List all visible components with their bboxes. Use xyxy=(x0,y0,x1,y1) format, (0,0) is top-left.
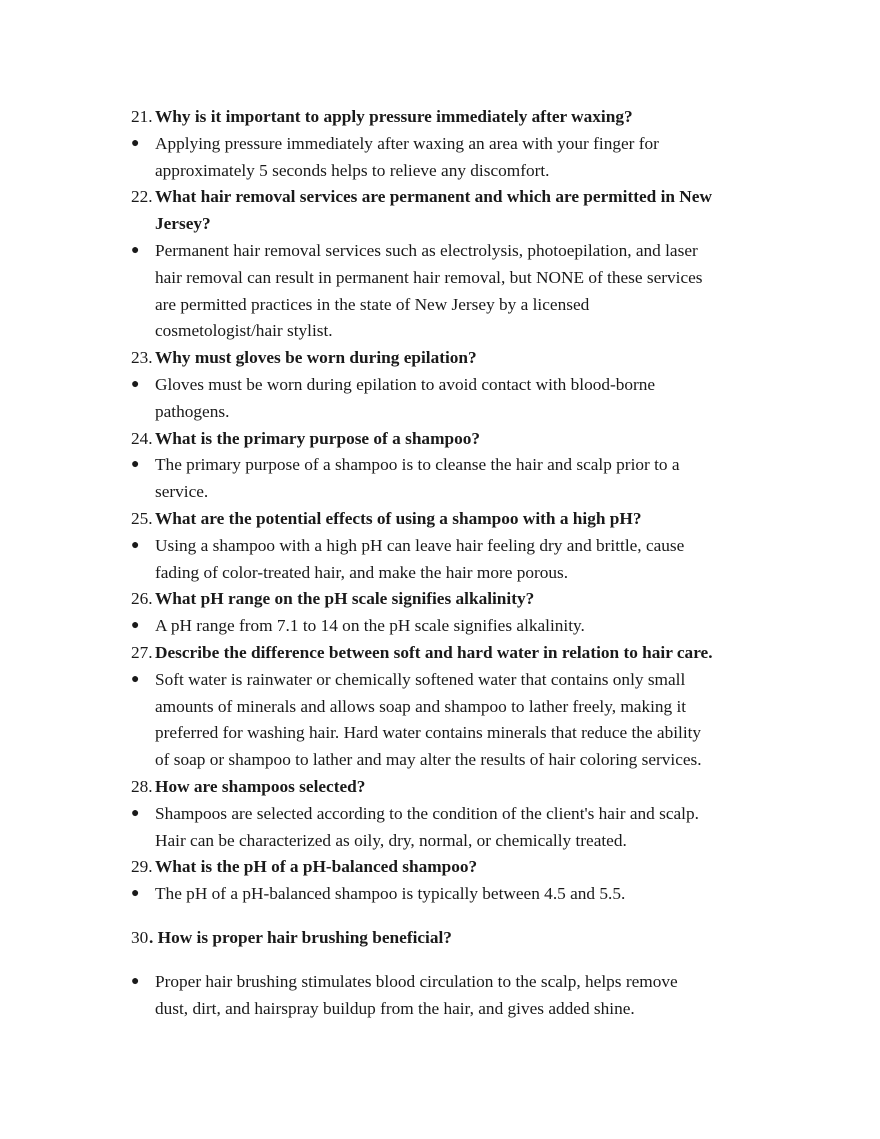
answer-text: Shampoos are selected according to the condition of the client's hair and scalp. xyxy=(155,803,699,823)
answer-line xyxy=(0,318,880,345)
question-number: 22. xyxy=(131,187,153,207)
bullet-icon: ● xyxy=(131,618,140,634)
bullet-icon: ● xyxy=(131,242,140,258)
answer-text: Applying pressure immediately after waxing an area with your finger for xyxy=(155,133,659,153)
question-number: 25. xyxy=(131,508,153,528)
answer-line xyxy=(0,694,880,721)
spacer xyxy=(0,908,880,925)
answer-text: Proper hair brushing stimulates blood circulation to the scalp, helps remove xyxy=(155,971,678,991)
question-text: Why must gloves be worn during epilation? xyxy=(155,348,477,368)
qa-item xyxy=(0,506,880,586)
question-line xyxy=(0,426,880,453)
question-line xyxy=(0,640,880,667)
answer-line xyxy=(0,399,880,426)
answer-line xyxy=(0,613,880,640)
answer-text: of soap or shampoo to lather and may alter the results of hair coloring services. xyxy=(155,750,702,770)
qa-item xyxy=(0,586,880,640)
question-line xyxy=(0,925,880,952)
answer-line xyxy=(0,828,880,855)
bullet-icon: ● xyxy=(131,537,140,553)
qa-item xyxy=(0,774,880,854)
question-line xyxy=(0,211,880,238)
answer-text: dust, dirt, and hairspray buildup from the hair, and gives added shine. xyxy=(155,998,635,1018)
question-line xyxy=(0,345,880,372)
answer-line xyxy=(0,452,880,479)
answer-line xyxy=(0,238,880,265)
answer-text: pathogens. xyxy=(155,401,230,421)
question-number: 29. xyxy=(131,857,153,877)
answer-line xyxy=(0,292,880,319)
answer-line xyxy=(0,747,880,774)
question-text: Describe the difference between soft and hard water in relation to hair care. xyxy=(155,642,713,662)
question-line xyxy=(0,506,880,533)
question-text: . How is proper hair brushing beneficial? xyxy=(149,927,452,947)
bullet-icon: ● xyxy=(131,671,140,687)
qa-item xyxy=(0,854,880,908)
spacer xyxy=(0,952,880,969)
qa-item xyxy=(0,104,880,184)
qa-item xyxy=(0,184,880,345)
document-page xyxy=(0,104,880,1022)
answer-line xyxy=(0,372,880,399)
question-text: Why is it important to apply pressure immediately after waxing? xyxy=(155,107,633,126)
question-number: 21. xyxy=(131,107,153,126)
qa-item xyxy=(0,908,880,1022)
question-number: 24. xyxy=(131,428,153,448)
question-number: 27. xyxy=(131,642,153,662)
answer-text: amounts of minerals and allows soap and shampoo to lather freely, making it xyxy=(155,696,687,716)
answer-text: hair removal can result in permanent hair removal, but NONE of these services xyxy=(155,267,703,287)
answer-text: Soft water is rainwater or chemically softened water that contains only small xyxy=(155,669,686,689)
answer-text: Permanent hair removal services such as electrolysis, photoepilation, and laser xyxy=(155,240,698,260)
answer-line xyxy=(0,720,880,747)
question-line xyxy=(0,184,880,211)
answer-line xyxy=(0,801,880,828)
answer-line xyxy=(0,996,880,1023)
answer-line xyxy=(0,479,880,506)
qa-item xyxy=(0,640,880,774)
answer-text: fading of color-treated hair, and make the hair more porous. xyxy=(155,562,569,582)
question-text: What is the primary purpose of a shampoo? xyxy=(155,428,481,448)
answer-text: Hair can be characterized as oily, dry, normal, or chemically treated. xyxy=(155,830,627,850)
question-line xyxy=(0,586,880,613)
question-text: What are the potential effects of using a shampoo with a high pH? xyxy=(155,508,642,528)
question-number: 23. xyxy=(131,348,153,368)
answer-text: approximately 5 seconds helps to relieve any discomfort. xyxy=(155,160,550,180)
question-text: What hair removal services are permanent and which are permitted in New xyxy=(155,187,712,207)
question-line xyxy=(0,854,880,881)
answer-text: service. xyxy=(155,482,209,502)
answer-line xyxy=(0,881,880,908)
question-text: How are shampoos selected? xyxy=(155,776,366,796)
question-line xyxy=(0,774,880,801)
bullet-icon: ● xyxy=(131,135,140,151)
bullet-icon: ● xyxy=(131,973,140,989)
answer-line xyxy=(0,131,880,158)
answer-line xyxy=(0,560,880,587)
qa-item xyxy=(0,345,880,425)
bullet-icon: ● xyxy=(131,457,140,473)
question-number: 26. xyxy=(131,589,153,609)
qa-item xyxy=(0,426,880,506)
answer-line xyxy=(0,667,880,694)
answer-text: preferred for washing hair. Hard water contains minerals that reduce the ability xyxy=(155,723,702,743)
question-text: Jersey? xyxy=(155,214,211,234)
bullet-icon: ● xyxy=(131,805,140,821)
answer-text: The pH of a pH-balanced shampoo is typically between 4.5 and 5.5. xyxy=(155,884,626,904)
question-number: 28. xyxy=(131,776,153,796)
answer-line xyxy=(0,158,880,185)
answer-text: cosmetologist/hair stylist. xyxy=(155,321,333,341)
answer-line xyxy=(0,969,880,996)
answer-text: Using a shampoo with a high pH can leave hair feeling dry and brittle, cause xyxy=(155,535,685,555)
answer-text: A pH range from 7.1 to 14 on the pH scale signifies alkalinity. xyxy=(155,616,585,636)
question-number: 30 xyxy=(131,927,149,947)
question-text: What is the pH of a pH-balanced shampoo? xyxy=(155,857,478,877)
bullet-icon: ● xyxy=(131,886,140,902)
answer-text: are permitted practices in the state of New Jersey by a licensed xyxy=(155,294,590,314)
question-text: What pH range on the pH scale signifies alkalinity? xyxy=(155,589,535,609)
answer-line xyxy=(0,533,880,560)
answer-text: The primary purpose of a shampoo is to cleanse the hair and scalp prior to a xyxy=(155,455,680,475)
answer-text: Gloves must be worn during epilation to avoid contact with blood-borne xyxy=(155,374,656,394)
answer-line xyxy=(0,265,880,292)
question-line xyxy=(0,104,880,131)
bullet-icon: ● xyxy=(131,376,140,392)
